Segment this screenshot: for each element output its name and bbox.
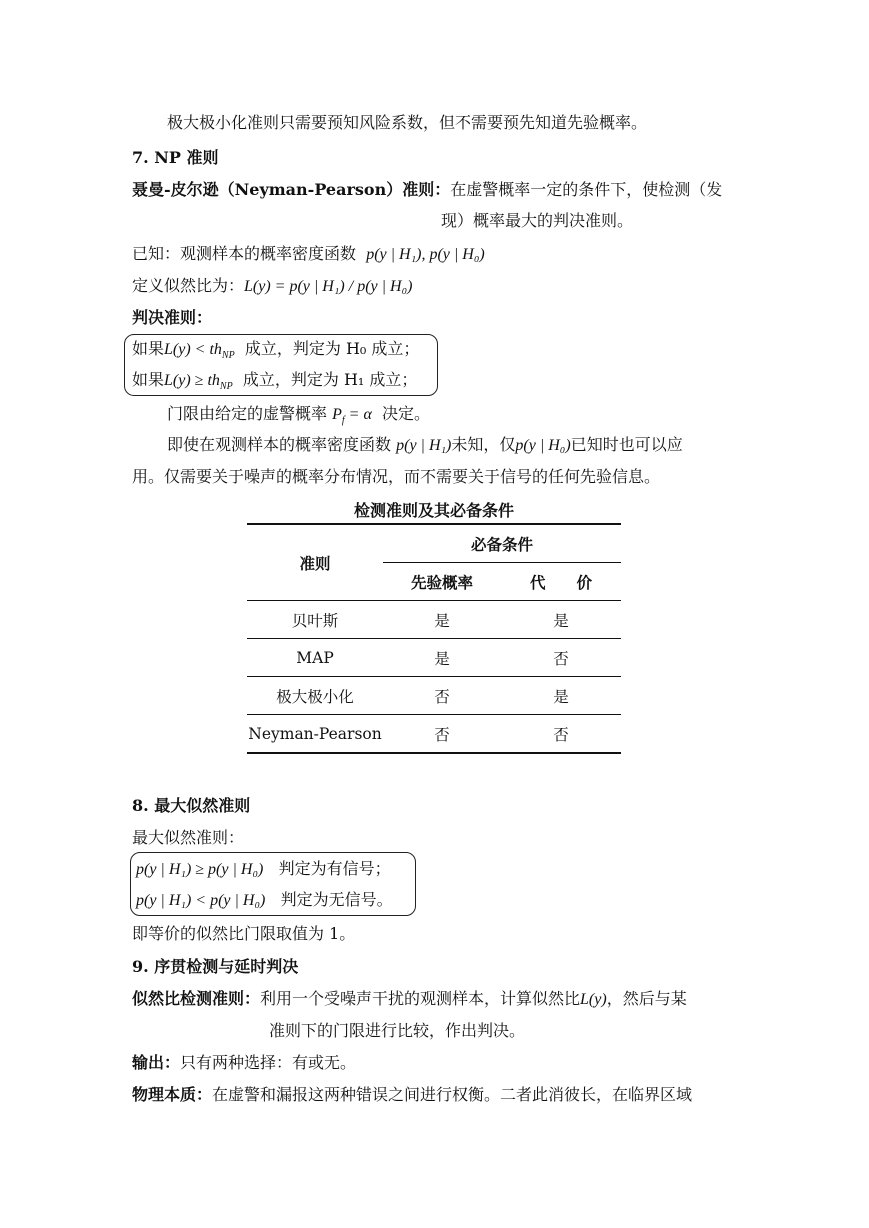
physics-term: 物理本质： bbox=[132, 1085, 213, 1104]
np-term: 聂曼-皮尔逊（Neyman-Pearson）准则： bbox=[132, 180, 451, 199]
criteria-table bbox=[247, 523, 621, 754]
rule2-pre: 如果 bbox=[132, 370, 165, 389]
row-name: 贝叶斯 bbox=[291, 611, 339, 630]
rule1-sub: NP bbox=[221, 350, 235, 362]
rule-heading: 判决准则： bbox=[132, 308, 213, 327]
p1-math1: p(y | H₁) bbox=[396, 437, 452, 454]
physics-text: 在虚警和漏报这两种错误之间进行权衡。二者此消彼长，在临界区域 bbox=[212, 1085, 693, 1104]
row-prior: 是 bbox=[434, 649, 450, 668]
seq-b: ，然后与某 bbox=[606, 989, 687, 1008]
seq-line-1 bbox=[132, 988, 687, 1011]
table-row bbox=[247, 677, 621, 715]
table-caption: 检测准则及其必备条件 bbox=[353, 501, 514, 520]
ml-equivalent: 即等价的似然比门限取值为 1。 bbox=[132, 924, 356, 943]
seq-line-2: 准则下的门限进行比较，作出判决。 bbox=[269, 1021, 526, 1040]
intro-line: 极大极小化准则只需要预知风险系数，但不需要预先知道先验概率。 bbox=[167, 113, 648, 132]
p1-math2: p(y | H₀) bbox=[515, 437, 571, 454]
lr-label: 定义似然比为： bbox=[132, 276, 245, 295]
row-name: Neyman-Pearson bbox=[248, 724, 382, 743]
np-definition bbox=[132, 179, 722, 201]
para-line-2: 用。仅需要关于噪声的概率分布情况，而不需要关于信号的任何先验信息。 bbox=[132, 467, 661, 486]
known-line bbox=[132, 243, 485, 266]
output-text: 只有两种选择：有或无。 bbox=[180, 1053, 357, 1072]
lr-line bbox=[132, 275, 412, 298]
p1-c: 已知时也可以应 bbox=[570, 435, 683, 454]
row-cost: 是 bbox=[553, 611, 569, 630]
rule2-post: 成立，判定为 H₁ 成立； bbox=[242, 370, 418, 389]
physics-line bbox=[132, 1084, 692, 1106]
p1-a: 即使在观测样本的概率密度函数 bbox=[167, 435, 392, 454]
section-8-heading: 8. 最大似然准则 bbox=[132, 796, 251, 815]
rule-2 bbox=[132, 369, 417, 398]
rule2-math: L(y) ≥ th bbox=[164, 372, 220, 389]
output-term: 输出： bbox=[132, 1053, 181, 1072]
row-cost: 否 bbox=[553, 725, 569, 744]
known-label: 已知：观测样本的概率密度函数 bbox=[132, 244, 357, 263]
ml2-text: 判定为无信号。 bbox=[280, 890, 393, 909]
rule1-post: 成立，判定为 H₀ 成立； bbox=[244, 339, 420, 358]
np-def-line2: 现）概率最大的判决准则。 bbox=[441, 211, 634, 230]
thresh-sub: f bbox=[341, 415, 345, 427]
header-rule: 准则 bbox=[299, 553, 331, 573]
lr-math: L(y) = p(y | H₁) / p(y | H₀) bbox=[244, 278, 413, 295]
thresh-pre: 门限由给定的虚警概率 bbox=[167, 404, 328, 423]
row-prior: 否 bbox=[434, 687, 450, 706]
rule1-math: L(y) < th bbox=[164, 341, 222, 358]
header-prior: 先验概率 bbox=[410, 572, 473, 592]
row-cost: 是 bbox=[553, 687, 569, 706]
section-9-heading: 9. 序贯检测与延时判决 bbox=[132, 957, 299, 976]
ml2-math: p(y | H₁) < p(y | H₀) bbox=[136, 892, 266, 909]
header-requirements: 必备条件 bbox=[383, 524, 621, 563]
rule-1 bbox=[132, 338, 419, 367]
ml-label: 最大似然准则： bbox=[132, 828, 245, 847]
p1-b: 未知，仅 bbox=[451, 435, 516, 454]
ml-rule-1 bbox=[136, 858, 391, 881]
row-cost: 否 bbox=[553, 649, 569, 668]
rule2-sub: NP bbox=[219, 381, 233, 393]
known-math: p(y | H₁), p(y | H₀) bbox=[366, 246, 485, 263]
row-name: 极大极小化 bbox=[276, 687, 354, 706]
thresh-math: P bbox=[332, 406, 342, 423]
para-line-1 bbox=[167, 434, 683, 457]
table-row bbox=[247, 601, 621, 639]
ml1-math: p(y | H₁) ≥ p(y | H₀) bbox=[136, 861, 264, 878]
threshold-line bbox=[167, 403, 430, 432]
section-7-heading: 7. NP 准则 bbox=[132, 148, 219, 167]
thresh-post: 决定。 bbox=[382, 404, 431, 423]
seq-term: 似然比检测准则： bbox=[132, 989, 261, 1008]
row-name: MAP bbox=[296, 648, 334, 667]
row-prior: 是 bbox=[434, 611, 450, 630]
ml-rule-2 bbox=[136, 889, 393, 912]
header-cost: 代 价 bbox=[529, 572, 592, 592]
np-def-line1: 在虚警概率一定的条件下，使检测（发 bbox=[450, 180, 723, 199]
output-line bbox=[132, 1052, 356, 1074]
row-prior: 否 bbox=[434, 725, 450, 744]
table-row bbox=[247, 639, 621, 677]
seq-math: L(y) bbox=[580, 991, 607, 1008]
rule1-pre: 如果 bbox=[132, 339, 165, 358]
thresh-math2: = α bbox=[344, 406, 372, 423]
seq-a: 利用一个受噪声干扰的观测样本，计算似然比 bbox=[260, 989, 581, 1008]
ml1-text: 判定为有信号； bbox=[278, 859, 391, 878]
table-row bbox=[247, 715, 621, 754]
